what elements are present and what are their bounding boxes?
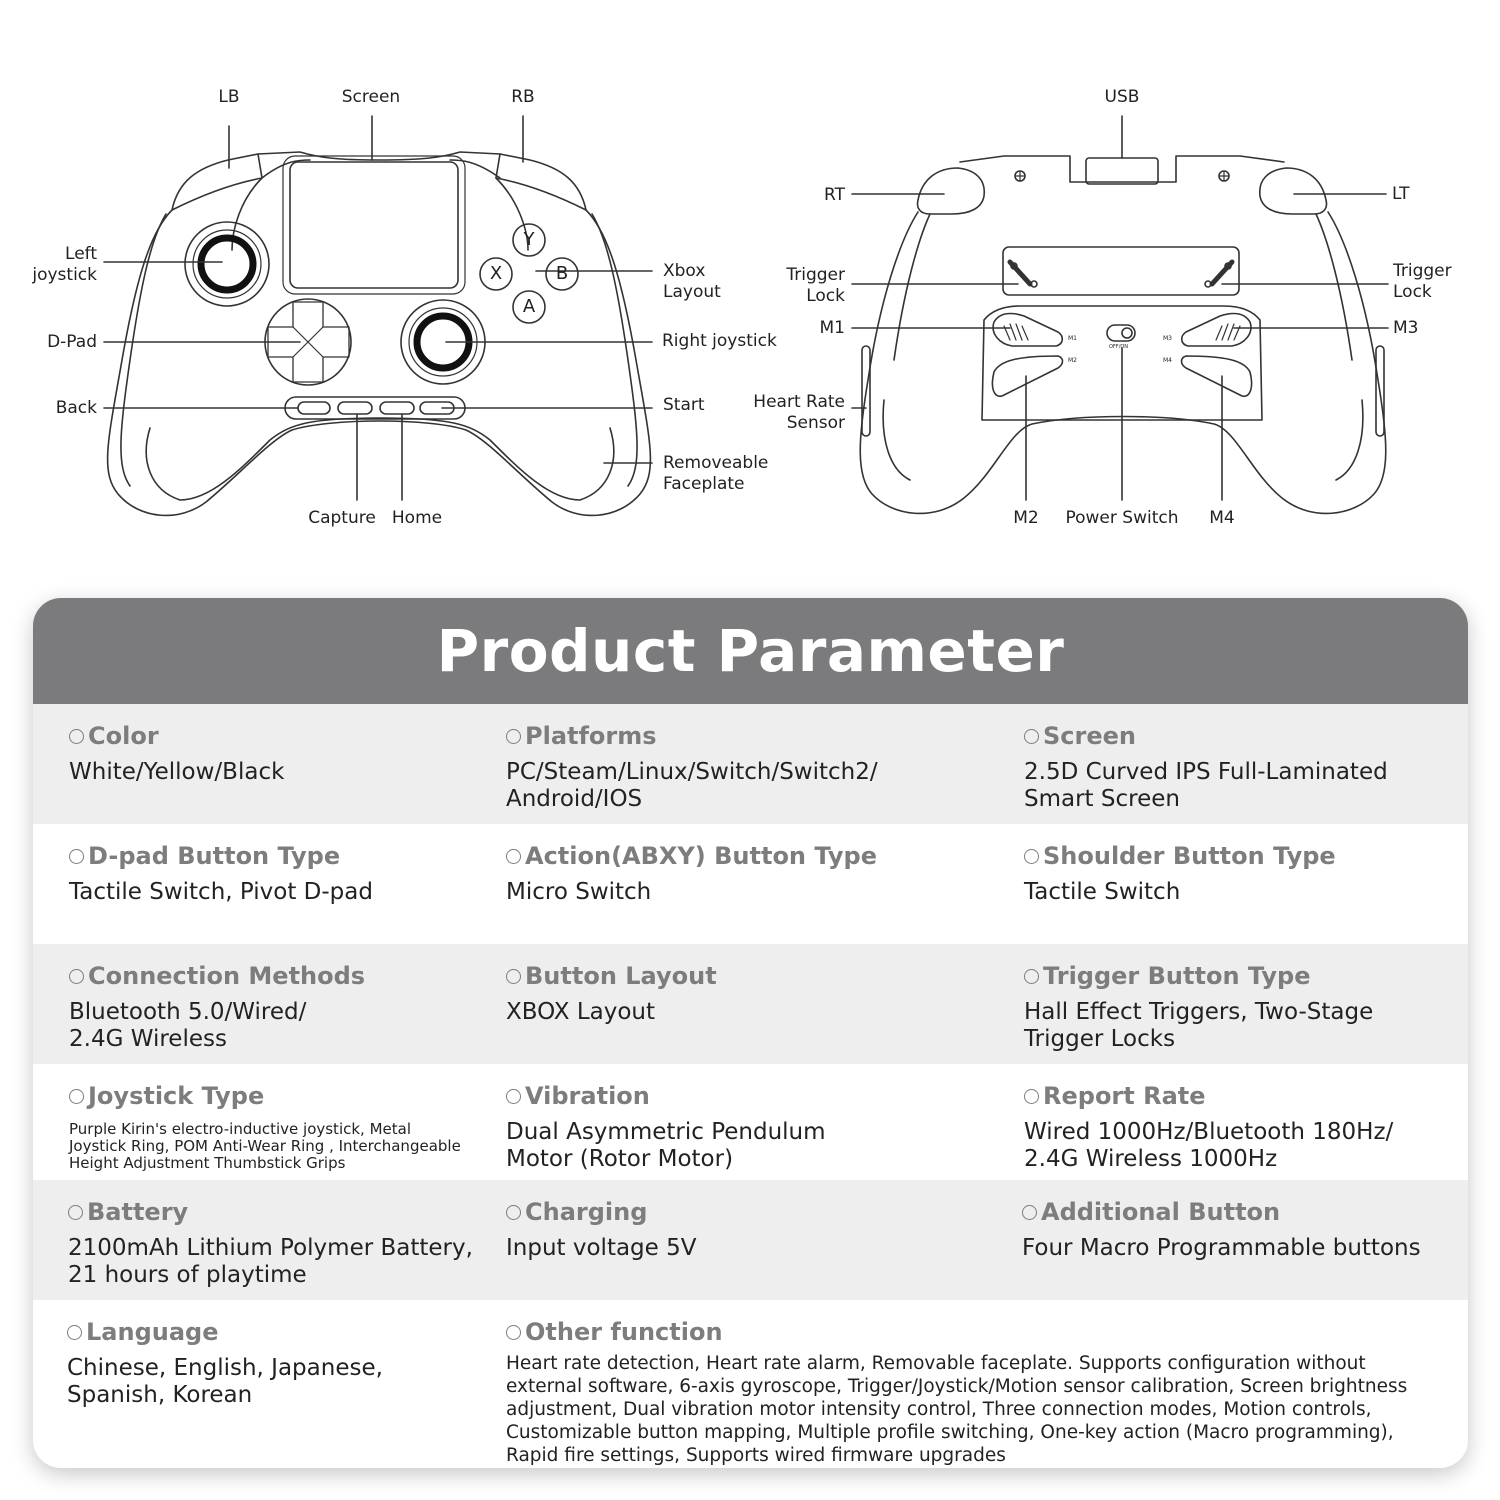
parameter-cell [69, 944, 489, 1053]
radio-circle-icon [69, 969, 84, 984]
radio-circle-icon [67, 1325, 82, 1340]
parameter-label-text: Button Layout [525, 962, 717, 990]
label-lb: LB [218, 87, 240, 107]
parameter-value: Tactile Switch [1024, 879, 1181, 905]
parameter-label-text: Action(ABXY) Button Type [525, 842, 877, 870]
parameter-label-text: Vibration [525, 1082, 650, 1110]
parameter-value: Four Macro Programmable buttons [1022, 1235, 1421, 1261]
parameter-row [33, 944, 1468, 1064]
label-dpad: D-Pad [47, 332, 97, 352]
parameter-label-text: Shoulder Button Type [1043, 842, 1336, 870]
mark-switch: OFF/ON [1109, 344, 1129, 350]
parameter-value: XBOX Layout [506, 999, 656, 1025]
parameter-row [33, 1180, 1468, 1300]
parameter-label [69, 721, 489, 751]
label-trigger-lock-right: Trigger Lock [1393, 261, 1452, 302]
label-lt: LT [1392, 184, 1410, 204]
parameter-value: Chinese, English, Japanese, Spanish, Korean [67, 1355, 383, 1408]
label-m2: M2 [1013, 508, 1039, 528]
parameter-cell [69, 1064, 499, 1172]
parameter-cell [506, 1180, 1006, 1262]
label-m4: M4 [1209, 508, 1235, 528]
radio-circle-icon [68, 1205, 83, 1220]
radio-circle-icon [69, 849, 84, 864]
face-button-y: Y [523, 229, 535, 250]
parameter-label-text: Color [88, 722, 159, 750]
parameter-label-text: Additional Button [1041, 1198, 1281, 1226]
parameter-row [33, 1064, 1468, 1180]
parameter-cell [506, 1064, 1006, 1173]
parameter-cell [68, 1180, 488, 1289]
label-rb: RB [511, 87, 535, 107]
label-rt: RT [824, 185, 845, 205]
parameter-value: White/Yellow/Black [69, 759, 285, 785]
parameter-label-text: Screen [1043, 722, 1136, 750]
parameter-label [506, 961, 1006, 991]
radio-circle-icon [69, 729, 84, 744]
parameter-label [506, 721, 1006, 751]
parameter-label [506, 1317, 1446, 1347]
parameter-row [33, 824, 1468, 944]
parameter-label [1024, 721, 1454, 751]
label-heart-rate-sensor: Heart Rate Sensor [753, 392, 845, 433]
parameter-label-text: Trigger Button Type [1043, 962, 1311, 990]
parameter-label-text: D-pad Button Type [88, 842, 341, 870]
parameter-label-text: Joystick Type [88, 1082, 265, 1110]
parameter-cell [1024, 824, 1454, 906]
parameter-cell [506, 824, 1006, 906]
parameter-cell [506, 704, 1006, 813]
parameter-value: Hall Effect Triggers, Two-Stage Trigger Locks [1024, 999, 1374, 1052]
radio-circle-icon [506, 729, 521, 744]
parameter-label-text: Battery [87, 1198, 189, 1226]
radio-circle-icon [506, 849, 521, 864]
parameter-label [69, 1081, 499, 1111]
label-usb: USB [1104, 87, 1140, 107]
parameter-value: Tactile Switch, Pivot D-pad [69, 879, 373, 905]
parameter-label-text: Report Rate [1043, 1082, 1206, 1110]
label-home: Home [391, 508, 443, 528]
parameter-cell [506, 1300, 1446, 1467]
radio-circle-icon [1024, 849, 1039, 864]
label-m1: M1 [819, 318, 845, 338]
parameter-cell [1022, 1180, 1452, 1262]
parameter-label [1024, 961, 1454, 991]
label-xbox-layout: Xbox Layout [663, 261, 721, 302]
parameter-cell [1024, 1064, 1454, 1173]
card-title: Product Parameter [436, 617, 1065, 685]
parameter-cell [69, 824, 489, 906]
parameter-label [506, 1197, 1006, 1227]
parameter-cell [67, 1300, 487, 1409]
parameter-value: 2.5D Curved IPS Full-Laminated Smart Screen [1024, 759, 1388, 812]
radio-circle-icon [506, 969, 521, 984]
parameter-label [68, 1197, 488, 1227]
parameter-value: Bluetooth 5.0/Wired/ 2.4G Wireless [69, 999, 307, 1052]
product-parameter-card [33, 598, 1468, 1468]
mark-m2: M2 [1068, 357, 1077, 364]
radio-circle-icon [506, 1325, 521, 1340]
parameter-value: Wired 1000Hz/Bluetooth 180Hz/ 2.4G Wireless 1000Hz [1024, 1119, 1394, 1172]
face-button-x: X [489, 263, 503, 284]
parameter-label [1024, 1081, 1454, 1111]
label-start: Start [663, 395, 705, 415]
parameter-label [506, 1081, 1006, 1111]
radio-circle-icon [1022, 1205, 1037, 1220]
radio-circle-icon [506, 1205, 521, 1220]
parameter-label-text: Charging [525, 1198, 648, 1226]
parameter-row [33, 1300, 1468, 1468]
label-trigger-lock-left: Trigger Lock [786, 265, 845, 306]
label-m3: M3 [1393, 318, 1419, 338]
parameter-label [1022, 1197, 1452, 1227]
label-screen: Screen [341, 87, 401, 107]
parameter-value: PC/Steam/Linux/Switch/Switch2/ Android/IOS [506, 759, 878, 812]
mark-m1: M1 [1068, 335, 1077, 342]
radio-circle-icon [1024, 969, 1039, 984]
radio-circle-icon [506, 1089, 521, 1104]
mark-m4: M4 [1163, 357, 1172, 364]
parameter-value: Input voltage 5V [506, 1235, 697, 1261]
parameter-label-text: Language [86, 1318, 219, 1346]
parameter-cell [506, 944, 1006, 1026]
label-capture: Capture [308, 508, 376, 528]
parameter-label-text: Platforms [525, 722, 657, 750]
label-right-joystick: Right joystick [662, 331, 777, 351]
parameter-row [33, 704, 1468, 824]
parameter-value: Heart rate detection, Heart rate alarm, Removable faceplate. Supports configuration without external software, 6-axis gyroscope, Trigger/Joystick/Motion sensor calibration, Screen brightness adjustment, Dual vibration motor intensity control, Three connection modes, Motion controls, Customizable button mapping, Multiple profile switching, One-key action (Macro programming), Rapid fire settings, Supports wired firmware upgrades [506, 1353, 1408, 1466]
face-button-b: B [555, 263, 569, 284]
parameter-label-text: Connection Methods [88, 962, 366, 990]
parameter-value: 2100mAh Lithium Polymer Battery, 21 hours of playtime [68, 1235, 473, 1288]
front-controller-drawing [104, 116, 652, 515]
parameter-value: Micro Switch [506, 879, 652, 905]
controller-diagram [0, 0, 1500, 560]
parameter-label [69, 841, 489, 871]
parameter-value: Dual Asymmetric Pendulum Motor (Rotor Motor) [506, 1119, 826, 1172]
mark-m3: M3 [1163, 335, 1172, 342]
parameter-value: Purple Kirin's electro-inductive joystick, Metal Joystick Ring, POM Anti-Wear Ring , Interchangeable Height Adjustment Thumbstick Grips [69, 1120, 461, 1172]
parameter-label [1024, 841, 1454, 871]
label-power-switch: Power Switch [1065, 508, 1179, 528]
parameter-label-text: Other function [525, 1318, 723, 1346]
face-button-a: A [522, 296, 536, 317]
label-left-joystick: Left joystick [32, 244, 97, 285]
radio-circle-icon [69, 1089, 84, 1104]
radio-circle-icon [1024, 1089, 1039, 1104]
parameter-cell [1024, 704, 1454, 813]
radio-circle-icon [1024, 729, 1039, 744]
card-header [33, 598, 1468, 704]
parameter-cell [69, 704, 489, 786]
label-removeable-faceplate: Removeable Faceplate [663, 453, 769, 494]
parameter-label [69, 961, 489, 991]
parameter-cell [1024, 944, 1454, 1053]
label-back: Back [55, 398, 97, 418]
parameter-label [506, 841, 1006, 871]
rear-controller-drawing [852, 116, 1388, 513]
parameter-label [67, 1317, 487, 1347]
